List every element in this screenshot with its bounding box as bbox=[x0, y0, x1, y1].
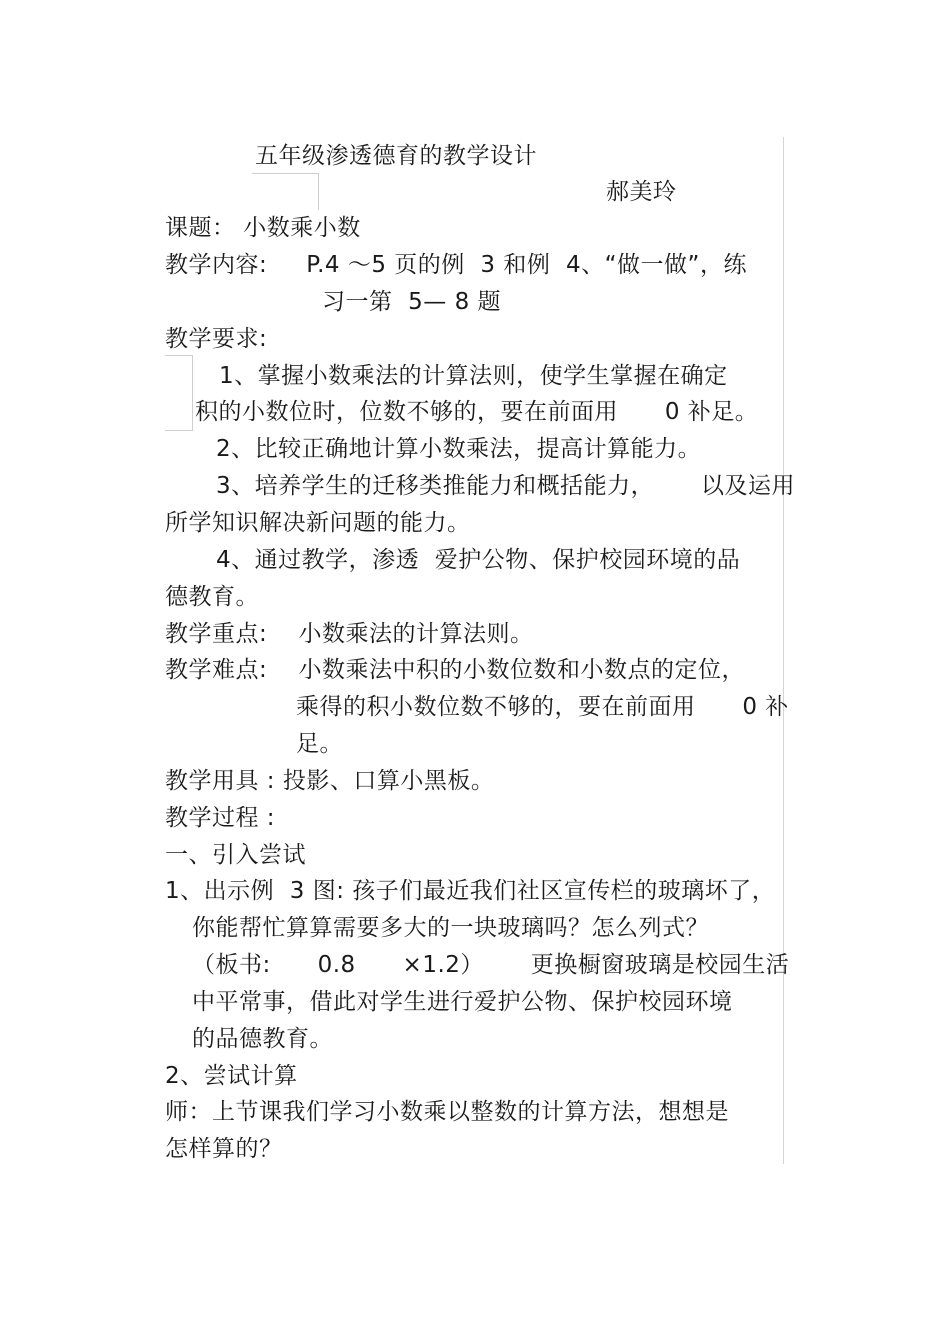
text-line: 1、掌握小数乘法的计算法则，使学生掌握在确定 bbox=[219, 363, 728, 389]
text-line: 习一第 5— 8 题 bbox=[322, 289, 502, 315]
text-line: 教学重点: 小数乘法的计算法则。 bbox=[165, 621, 534, 647]
document-title: 五年级渗透德育的教学设计 bbox=[255, 143, 537, 169]
text-line: 1、出示例 3 图: 孩子们最近我们社区宣传栏的玻璃坏了， bbox=[165, 878, 776, 904]
text-line: 3、培养学生的迁移类推能力和概括能力， 以及运用 bbox=[216, 473, 795, 499]
text-line: 足。 bbox=[296, 731, 343, 757]
text-line: （板书: 0.8 ×1.2） 更换橱窗玻璃是校园生活 bbox=[192, 952, 790, 978]
text-line: 中平常事，借此对学生进行爱护公物、保护校园环境 bbox=[192, 989, 733, 1015]
text-line: 积的小数位时，位数不够的，要在前面用 0 补足。 bbox=[195, 399, 759, 425]
text-line: 乘得的积小数位数不够的，要在前面用 0 补 bbox=[296, 694, 789, 720]
text-line: 教学过程 : bbox=[165, 805, 276, 831]
right-margin-rule bbox=[783, 137, 784, 1164]
text-line: 2、尝试计算 bbox=[165, 1063, 298, 1089]
text-line: 师：上节课我们学习小数乘以整数的计算方法，想想是 bbox=[165, 1099, 729, 1125]
text-line: 怎样算的？ bbox=[165, 1136, 283, 1162]
author-name: 郝美玲 bbox=[606, 179, 677, 205]
text-line: 教学难点: 小数乘法中积的小数位数和小数点的定位， bbox=[165, 657, 745, 683]
text-line: 4、通过教学，渗透 爱护公物、保护校园环境的品 bbox=[216, 547, 741, 573]
text-line: 课题： 小数乘小数 bbox=[165, 215, 361, 241]
text-line: 的品德教育。 bbox=[192, 1026, 333, 1052]
title-box-border bbox=[252, 173, 319, 210]
text-line: 一、引入尝试 bbox=[165, 842, 306, 868]
text-line: 教学用具 : 投影、口算小黑板。 bbox=[165, 768, 495, 794]
text-line: 德教育。 bbox=[165, 584, 259, 610]
text-line: 2、比较正确地计算小数乘法，提高计算能力。 bbox=[216, 436, 702, 462]
text-line: 所学知识解决新问题的能力。 bbox=[165, 510, 471, 536]
requirement-box-border bbox=[165, 355, 193, 431]
text-line: 你能帮忙算算需要多大的一块玻璃吗？怎么列式？ bbox=[192, 915, 709, 941]
text-line: 教学内容: P.4 ～5 页的例 3 和例 4、“做一做”，练 bbox=[165, 252, 747, 278]
text-line: 教学要求: bbox=[165, 326, 268, 352]
